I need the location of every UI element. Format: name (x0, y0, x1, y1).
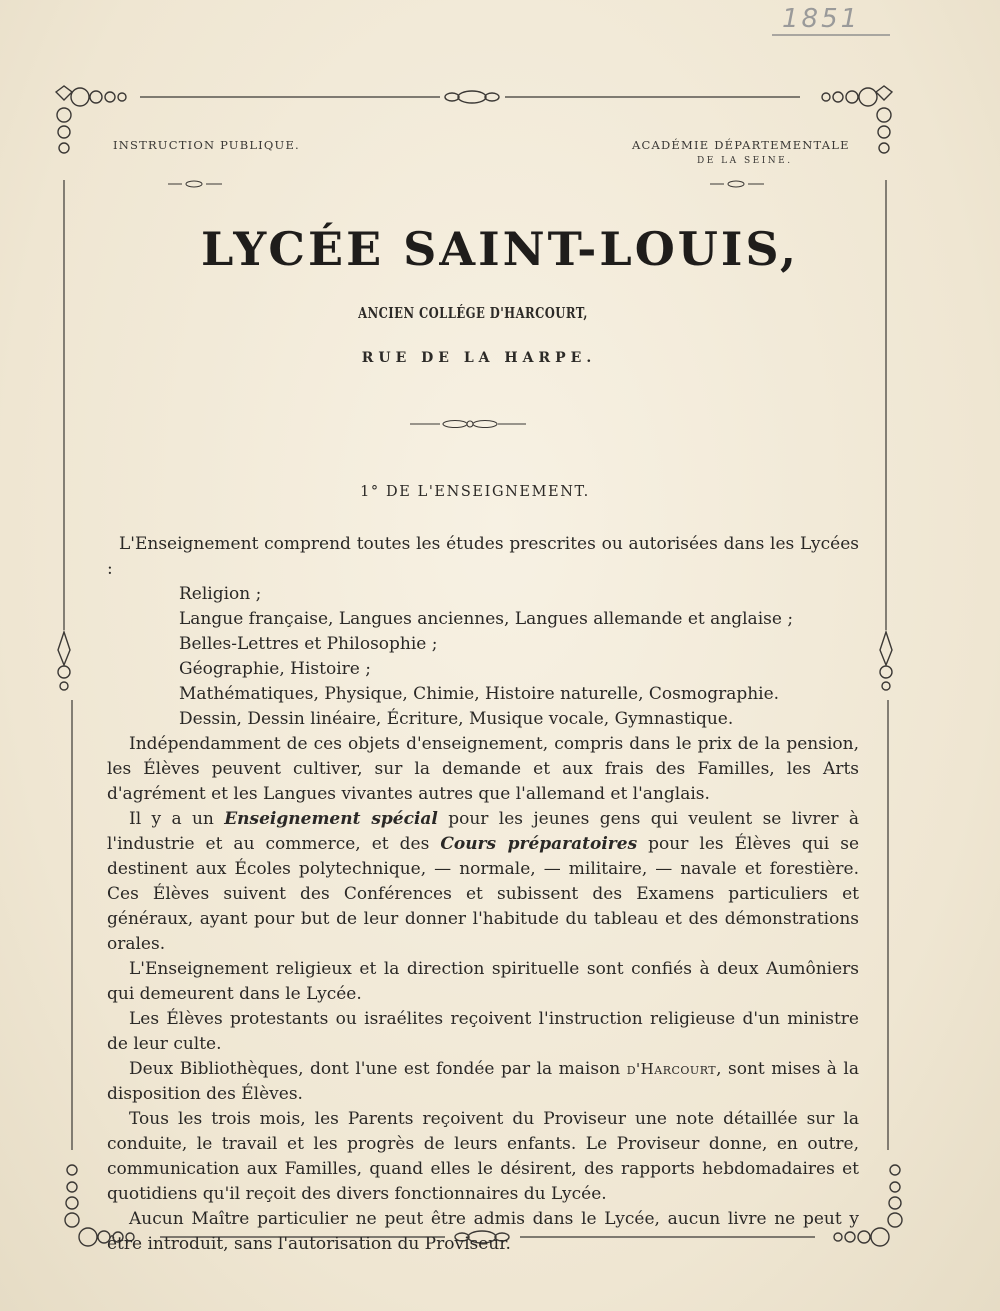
paragraph-religious: L'Enseignement religieux et la direction spirituelle sont confiés à deux Aumôniers qui demeurent dans le Lycée. (107, 959, 859, 1004)
emphasis-special: Enseignement spécial (224, 809, 438, 829)
side-ornament-left (58, 632, 70, 690)
paragraph-libraries (107, 1057, 859, 1107)
header-flourish-left (168, 181, 222, 187)
list-item: Dessin, Dessin linéaire, Écriture, Musique vocale, Gymnastique. (179, 709, 734, 729)
text-run: pour les Élèves qui se destinent aux Écoles polytechnique, — normale, — militaire, — navale et forestière. Ces Élèves suivent des Conférences et subissent des Examens particuliers et généraux, ayant pour but de leur donner l'habitude du tableau et des démonstrations orales. (107, 834, 860, 954)
list-item: Langue française, Langues anciennes, Langues allemande et anglaise ; (179, 609, 794, 629)
section-title: 1° DE L'ENSEIGNEMENT. (360, 484, 590, 500)
side-ornament-right (880, 632, 892, 690)
paragraph-protestants: Les Élèves protestants ou israélites reçoivent l'instruction religieuse d'un ministre de leur culte. (107, 1009, 859, 1054)
street-address: RUE DE LA HARPE. (361, 350, 597, 366)
subject-list (107, 582, 859, 732)
paragraph-masters: Aucun Maître particulier ne peut être admis dans le Lycée, aucun livre ne peut y être introduit, sans l'autorisation du Proviseur. (107, 1209, 859, 1254)
header-right-sub: DE LA SEINE. (697, 156, 793, 166)
text-run: Deux Bibliothèques, dont l'une est fondée par la maison (129, 1059, 627, 1079)
header-left: INSTRUCTION PUBLIQUE. (113, 138, 300, 152)
pencil-catalog-note: 1851 (782, 4, 861, 34)
text-run: pour les jeunes gens qui veulent se livrer à l'industrie et au commerce, et des (107, 809, 859, 854)
small-caps-harcourt: d'Harcourt (626, 1060, 717, 1078)
text-run: , sont mises à la disposition des Élèves. (107, 1059, 859, 1104)
list-item: Mathématiques, Physique, Chimie, Histoire naturelle, Cosmographie. (179, 684, 780, 704)
paragraph-reports: Tous les trois mois, les Parents reçoivent du Proviseur une note détaillée sur la conduite, le travail et les progrès de leurs enfants. Le Proviseur donne, en outre, communication aux Familles, quand elles le désirent, des rapports hebdomadaires et quotidiens qu'il reçoit des divers fonctionnaires du Lycée. (107, 1109, 859, 1204)
paragraph-arts: Indépendamment de ces objets d'enseignement, compris dans le prix de la pension, les Élèves peuvent cultiver, sur la demande et aux frais des Familles, les Arts d'agrément et les Langues vivantes autres que l'allemand et l'anglais. (107, 734, 859, 804)
list-item: Religion ; (179, 584, 262, 604)
emphasis-preparatory: Cours préparatoires (440, 834, 638, 854)
page-title: LYCÉE SAINT-LOUIS, (200, 222, 799, 276)
document-body (107, 532, 859, 1257)
title-flourish (410, 421, 526, 428)
page-subtitle: ANCIEN COLLÉGE D'HARCOURT, (358, 304, 588, 322)
paragraph-special-teaching (107, 807, 859, 957)
intro-paragraph: L'Enseignement comprend toutes les études prescrites ou autorisées dans les Lycées : (107, 534, 859, 579)
header-right: ACADÉMIE DÉPARTEMENTALE (632, 138, 850, 152)
list-item: Géographie, Histoire ; (179, 659, 371, 679)
header-flourish-right (710, 181, 764, 187)
center-ornament-top (445, 91, 499, 103)
text-run: Il y a un (129, 809, 225, 829)
list-item: Belles-Lettres et Philosophie ; (179, 634, 438, 654)
